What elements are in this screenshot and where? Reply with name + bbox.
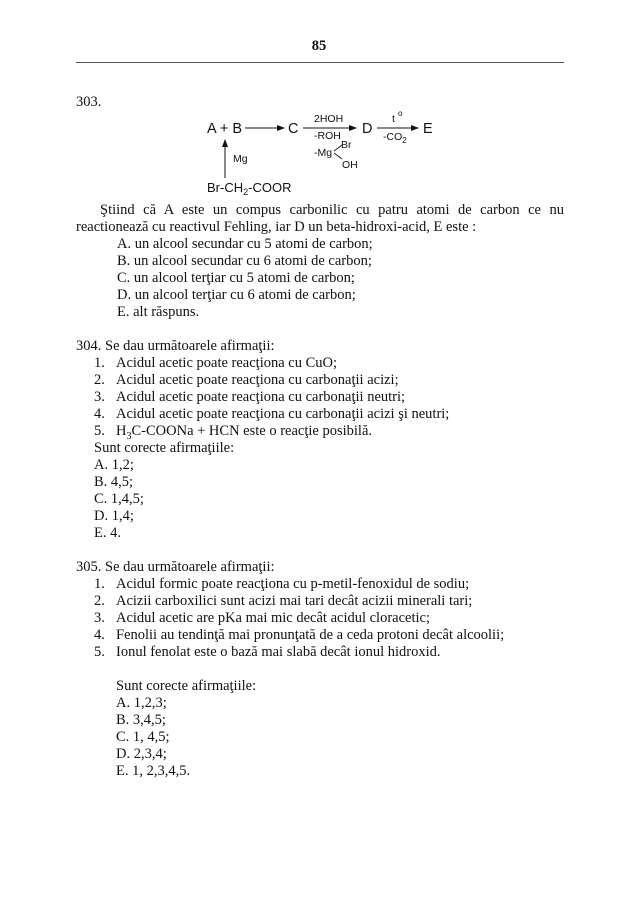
q304-answer-e: E. 4. — [94, 525, 121, 541]
q304-statement-2: 2. Acidul acetic poate reacţiona cu carbonaţii acizi; — [94, 372, 399, 388]
q303-option-b: B. un alcool secundar cu 6 atomi de carbon; — [117, 253, 372, 269]
page-number: 85 — [311, 38, 327, 54]
q305-statement-5: 5. Ionul fenolat este o bază mai slabă decât ionul hidroxid. — [94, 644, 441, 660]
q304-statement-5: 5. $H_3C$-COONa + HCN este o reacţie posibilă. — [94, 423, 373, 442]
q303-option-d: D. un alcool terţiar cu 6 atomi de carbon; — [117, 287, 356, 303]
q305-statement-1: 1. Acidul formic poate reacţiona cu p-metil-fenoxidul de sodiu; — [94, 576, 470, 592]
q303-stem-line2: reactionează cu reactivul Fehling, iar D un beta-hidroxi-acid, E este : — [76, 219, 477, 235]
q303-number: 303. — [76, 94, 102, 110]
q305-prompt: Sunt corecte afirmaţiile: — [116, 678, 257, 694]
scheme-reactants: A + B — [207, 121, 243, 137]
q304-heading: 304. Se dau următoarele afirmaţii: — [76, 338, 275, 354]
mg-oh-bond — [334, 153, 342, 159]
q303-stem-line1: Ştiind că A este un compus carbonilic cu patru atomi de carbon ce nu — [100, 202, 564, 218]
step1-br: Br — [341, 139, 352, 151]
q305-answer-b: B. 3,4,5; — [116, 712, 166, 728]
step1-byproduct2: -Mg — [314, 147, 333, 159]
step2-heat: t — [392, 113, 395, 125]
q304-answer-c: C. 1,4,5; — [94, 491, 144, 507]
q304-statement-1: 1. Acidul acetic poate reacţiona cu CuO; — [94, 355, 338, 371]
q305-answer-d: D. 2,3,4; — [116, 746, 167, 762]
scheme-d: D — [362, 121, 373, 137]
scheme-c: C — [288, 121, 299, 137]
q305-statement-2: 2. Acizii carboxilici sunt acizi mai tari decât acizii minerali tari; — [94, 593, 473, 609]
q304-answer-d: D. 1,4; — [94, 508, 134, 524]
q304-prompt: Sunt corecte afirmaţiile: — [94, 440, 235, 456]
step1-reagent: 2HOH — [314, 113, 344, 125]
q303-option-c: C. un alcool terţiar cu 5 atomi de carbon; — [117, 270, 355, 286]
step1-byproduct1: -ROH — [314, 130, 341, 142]
q305-answer-a: A. 1,2,3; — [116, 695, 167, 711]
step2-byproduct: $-CO_2$ — [383, 131, 407, 145]
q304-answer-a: A. 1,2; — [94, 457, 134, 473]
q305-statement-3: 3. Acidul acetic are pKa mai mic decât acidul cloracetic; — [94, 610, 430, 626]
step2-degree: o — [398, 109, 403, 118]
reaction-scheme — [0, 0, 638, 200]
q304-statement-4: 4. Acidul acetic poate reacţiona cu carbonaţii acizi şi neutri; — [94, 406, 450, 422]
step1-oh: OH — [342, 159, 358, 171]
q305-answer-c: C. 1, 4,5; — [116, 729, 170, 745]
q305-heading: 305. Se dau următoarele afirmaţii: — [76, 559, 275, 575]
q304-statement-3: 3. Acidul acetic poate reacţiona cu carbonaţii neutri; — [94, 389, 406, 405]
q305-answer-e: E. 1, 2,3,4,5. — [116, 763, 191, 779]
q303-option-a: A. un alcool secundar cu 5 atomi de carbon; — [117, 236, 373, 252]
scheme-e: E — [423, 121, 433, 137]
q305-statement-4: 4. Fenolii au tendinţă mai pronunţată de a ceda protoni decât alcoolii; — [94, 627, 505, 643]
q303-option-e: E. alt răspuns. — [117, 304, 200, 320]
reagent-mg: Mg — [233, 153, 248, 165]
q304-answer-b: B. 4,5; — [94, 474, 134, 490]
reagent-bromoester: $Br-CH_2$-COOR — [207, 180, 292, 197]
